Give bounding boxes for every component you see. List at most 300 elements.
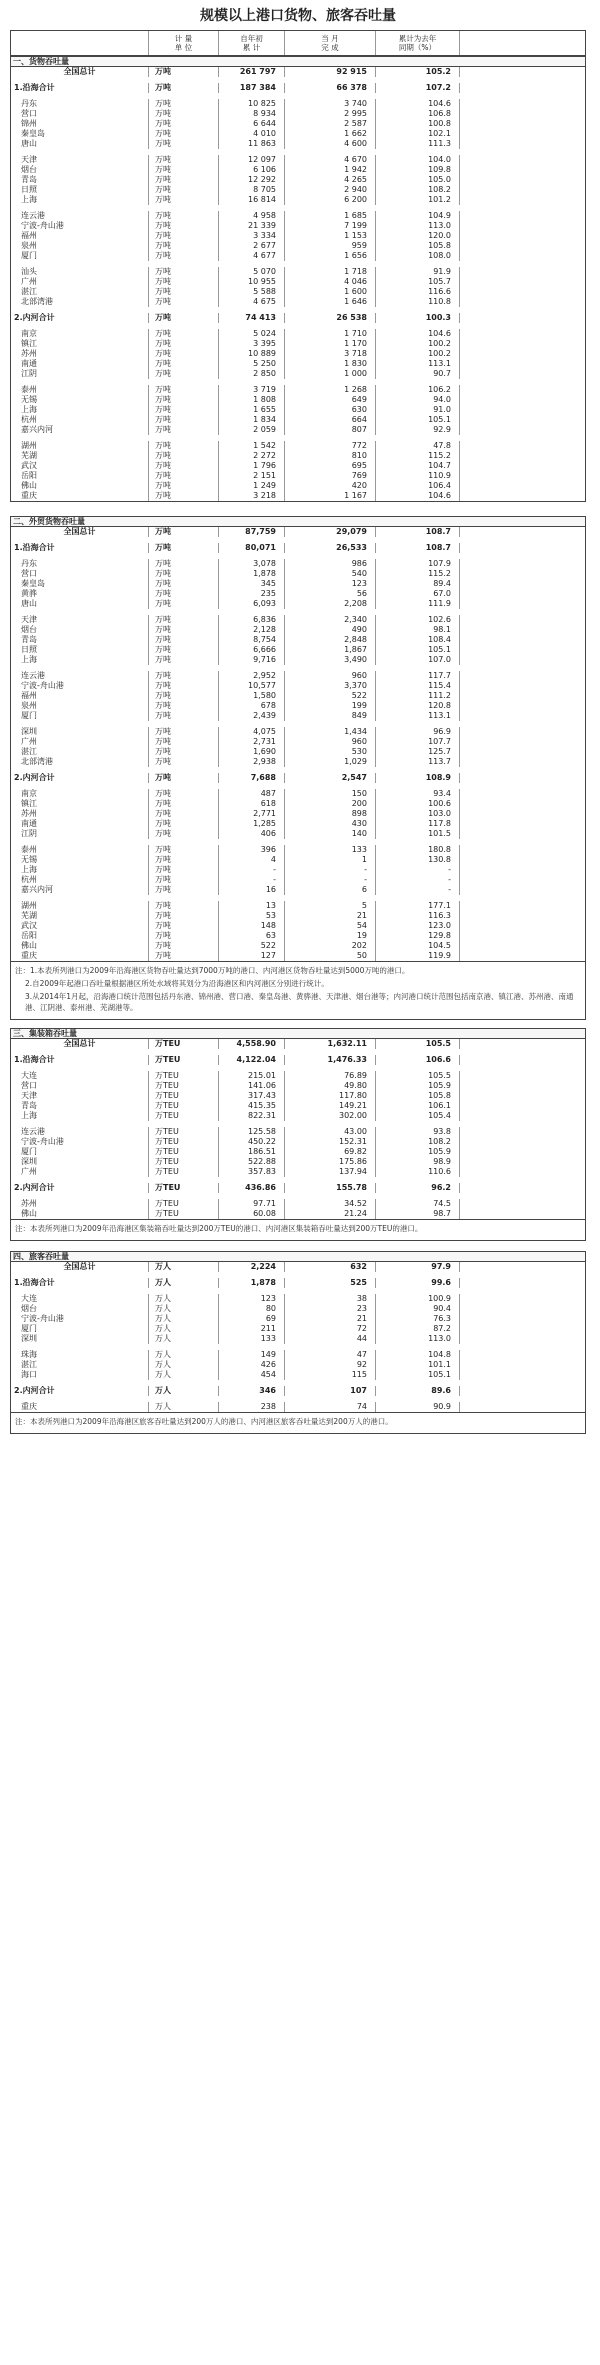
table-row [11, 491, 585, 501]
row-blank [460, 425, 585, 435]
row-blank [460, 329, 585, 339]
row-month: 898 [285, 809, 376, 819]
row-blank [460, 359, 585, 369]
row-unit: 万人 [149, 1314, 219, 1324]
row-blank [460, 911, 585, 921]
row-blank [460, 773, 585, 783]
table-row [11, 645, 585, 655]
row-month: 50 [285, 951, 376, 961]
row-month: 2 940 [285, 185, 376, 195]
row-month: 525 [285, 1278, 376, 1288]
row-name: 厦门 [11, 251, 149, 261]
row-ytd: 211 [219, 1324, 285, 1334]
row-blank [460, 1147, 585, 1157]
row-pct: 108.2 [376, 1137, 460, 1147]
row-unit: 万人 [149, 1350, 219, 1360]
row-ytd: 123 [219, 1294, 285, 1304]
row-blank [460, 1081, 585, 1091]
row-ytd: 436.86 [219, 1183, 285, 1193]
row-name: 秦皇岛 [11, 129, 149, 139]
row-pct: 100.8 [376, 119, 460, 129]
row-blank [460, 267, 585, 277]
row-ytd: 346 [219, 1386, 285, 1396]
row-unit: 万吨 [149, 359, 219, 369]
row-name: 芜湖 [11, 451, 149, 461]
table-row [11, 589, 585, 599]
row-name: 天津 [11, 155, 149, 165]
row-blank [460, 747, 585, 757]
row-blank [460, 625, 585, 635]
row-name: 厦门 [11, 1324, 149, 1334]
row-blank [460, 737, 585, 747]
row-pct: 129.8 [376, 931, 460, 941]
row-blank [460, 875, 585, 885]
footnote [10, 1412, 586, 1434]
row-month: 23 [285, 1304, 376, 1314]
row-ytd: 261 797 [219, 67, 285, 77]
row-pct: 47.8 [376, 441, 460, 451]
row-ytd: 127 [219, 951, 285, 961]
row-blank [460, 559, 585, 569]
row-blank [460, 1127, 585, 1137]
row-month: 2,848 [285, 635, 376, 645]
row-month: 3 740 [285, 99, 376, 109]
row-unit: 万吨 [149, 615, 219, 625]
row-pct: - [376, 875, 460, 885]
row-pct: 107.7 [376, 737, 460, 747]
row-pct: 108.7 [376, 527, 460, 537]
row-month: 960 [285, 671, 376, 681]
row-unit: 万TEU [149, 1071, 219, 1081]
row-pct: 111.2 [376, 691, 460, 701]
row-month: 6 [285, 885, 376, 895]
row-month: 2 995 [285, 109, 376, 119]
row-pct: 98.1 [376, 625, 460, 635]
row-ytd: 522 [219, 941, 285, 951]
row-name: 苏州 [11, 349, 149, 359]
row-name: 1.沿海合计 [11, 83, 149, 93]
row-name: 杭州 [11, 875, 149, 885]
row-pct: 120.8 [376, 701, 460, 711]
row-month: 2 587 [285, 119, 376, 129]
row-month: 155.78 [285, 1183, 376, 1193]
row-month: 4 670 [285, 155, 376, 165]
row-ytd: 2,128 [219, 625, 285, 635]
row-month: 152.31 [285, 1137, 376, 1147]
row-pct: 113.1 [376, 359, 460, 369]
row-month: 133 [285, 845, 376, 855]
row-name: 南京 [11, 329, 149, 339]
row-month: 810 [285, 451, 376, 461]
row-ytd: 9,716 [219, 655, 285, 665]
row-blank [460, 809, 585, 819]
row-blank [460, 681, 585, 691]
row-pct: 100.3 [376, 313, 460, 323]
row-unit: 万吨 [149, 385, 219, 395]
table-row [11, 921, 585, 931]
table-row [11, 1350, 585, 1360]
table-row [11, 175, 585, 185]
row-pct: 105.9 [376, 1081, 460, 1091]
row-pct: 104.0 [376, 155, 460, 165]
row-month: 2,340 [285, 615, 376, 625]
table-row [11, 1324, 585, 1334]
row-unit: 万吨 [149, 461, 219, 471]
row-month: 123 [285, 579, 376, 589]
row-blank [460, 1101, 585, 1111]
row-blank [460, 1039, 585, 1049]
row-month: 664 [285, 415, 376, 425]
row-unit: 万吨 [149, 773, 219, 783]
row-pct: 99.6 [376, 1278, 460, 1288]
row-blank [460, 885, 585, 895]
row-unit: 万吨 [149, 655, 219, 665]
row-name: 岳阳 [11, 931, 149, 941]
table-row [11, 635, 585, 645]
row-month: 1 685 [285, 211, 376, 221]
row-unit: 万人 [149, 1402, 219, 1412]
row-name: 湛江 [11, 747, 149, 757]
row-month: 21 [285, 911, 376, 921]
row-pct: 100.6 [376, 799, 460, 809]
row-ytd: 2 677 [219, 241, 285, 251]
row-month: 49.80 [285, 1081, 376, 1091]
row-ytd: 149 [219, 1350, 285, 1360]
row-blank [460, 655, 585, 665]
row-ytd: 406 [219, 829, 285, 839]
row-pct: 91.9 [376, 267, 460, 277]
table-row [11, 1111, 585, 1121]
row-month: 7 199 [285, 221, 376, 231]
row-name: 福州 [11, 691, 149, 701]
row-month: 74 [285, 1402, 376, 1412]
table-row [11, 339, 585, 349]
row-ytd: 8 934 [219, 109, 285, 119]
row-ytd: 4,122.04 [219, 1055, 285, 1065]
row-name: 连云港 [11, 1127, 149, 1137]
row-pct: 103.0 [376, 809, 460, 819]
row-month: 1 646 [285, 297, 376, 307]
row-name: 烟台 [11, 625, 149, 635]
row-name: 天津 [11, 615, 149, 625]
table-row [11, 1402, 585, 1412]
table-row [11, 757, 585, 767]
row-unit: 万吨 [149, 119, 219, 129]
row-unit: 万吨 [149, 885, 219, 895]
row-blank [460, 711, 585, 721]
row-blank [460, 599, 585, 609]
row-unit: 万TEU [149, 1039, 219, 1049]
row-ytd: 11 863 [219, 139, 285, 149]
row-name: 苏州 [11, 1199, 149, 1209]
row-name: 宁波-舟山港 [11, 221, 149, 231]
row-name: 上海 [11, 1111, 149, 1121]
row-blank [460, 757, 585, 767]
row-unit: 万吨 [149, 451, 219, 461]
row-pct: 90.9 [376, 1402, 460, 1412]
row-ytd: 60.08 [219, 1209, 285, 1219]
row-pct: 89.4 [376, 579, 460, 589]
row-name: 营口 [11, 109, 149, 119]
row-ytd: 317.43 [219, 1091, 285, 1101]
row-ytd: - [219, 865, 285, 875]
row-unit: 万吨 [149, 441, 219, 451]
row-month: 115 [285, 1370, 376, 1380]
row-name: 佛山 [11, 1209, 149, 1219]
row-blank [460, 941, 585, 951]
row-month: 19 [285, 931, 376, 941]
row-name: 日照 [11, 645, 149, 655]
row-ytd: 4 958 [219, 211, 285, 221]
row-ytd: 1 655 [219, 405, 285, 415]
row-pct: 105.1 [376, 645, 460, 655]
row-blank [460, 99, 585, 109]
row-name: 厦门 [11, 711, 149, 721]
footnote [10, 961, 586, 1020]
table-row [11, 1147, 585, 1157]
row-unit: 万吨 [149, 221, 219, 231]
table-row [11, 277, 585, 287]
row-month: 1 718 [285, 267, 376, 277]
row-pct: 110.9 [376, 471, 460, 481]
row-month: 1 [285, 855, 376, 865]
row-pct: 106.4 [376, 481, 460, 491]
row-name: 佛山 [11, 941, 149, 951]
section [10, 56, 586, 502]
row-name: 北部湾港 [11, 297, 149, 307]
row-pct: 113.7 [376, 757, 460, 767]
row-pct: 117.8 [376, 819, 460, 829]
row-ytd: 148 [219, 921, 285, 931]
row-pct: 104.6 [376, 99, 460, 109]
row-pct: 102.1 [376, 129, 460, 139]
row-name: 上海 [11, 655, 149, 665]
row-month: 420 [285, 481, 376, 491]
row-name: 芜湖 [11, 911, 149, 921]
row-month: 632 [285, 1262, 376, 1272]
table-row [11, 471, 585, 481]
row-ytd: 235 [219, 589, 285, 599]
row-name: 北部湾港 [11, 757, 149, 767]
row-unit: 万吨 [149, 625, 219, 635]
row-pct: 100.2 [376, 339, 460, 349]
table-row [11, 559, 585, 569]
table-row [11, 405, 585, 415]
row-pct: 96.2 [376, 1183, 460, 1193]
row-pct: 115.2 [376, 569, 460, 579]
row-name: 南京 [11, 789, 149, 799]
row-blank [460, 175, 585, 185]
row-unit: 万吨 [149, 579, 219, 589]
row-ytd: 4 677 [219, 251, 285, 261]
row-unit: 万TEU [149, 1101, 219, 1111]
table-row [11, 951, 585, 961]
row-blank [460, 415, 585, 425]
row-ytd: 2,439 [219, 711, 285, 721]
row-unit: 万吨 [149, 865, 219, 875]
row-month: 2,208 [285, 599, 376, 609]
table-row [11, 911, 585, 921]
row-name: 1.沿海合计 [11, 1278, 149, 1288]
header-name [11, 31, 149, 55]
table-row [11, 83, 585, 93]
table-row [11, 747, 585, 757]
table-row [11, 1334, 585, 1344]
row-ytd: 522.88 [219, 1157, 285, 1167]
row-ytd: 6 644 [219, 119, 285, 129]
row-ytd: 2 850 [219, 369, 285, 379]
row-month: 6 200 [285, 195, 376, 205]
row-unit: 万吨 [149, 339, 219, 349]
footnote-line: 注：1.本表所列港口为2009年沿海港区货物吞吐量达到7000万吨的港口、内河港区货物吞吐量达到5000万吨的港口。 [15, 966, 410, 975]
row-name: 无锡 [11, 855, 149, 865]
row-name: 无锡 [11, 395, 149, 405]
row-blank [460, 789, 585, 799]
row-pct: 94.0 [376, 395, 460, 405]
row-ytd: 2,938 [219, 757, 285, 767]
row-name: 全国总计 [11, 527, 149, 537]
row-blank [460, 1370, 585, 1380]
row-pct: 106.2 [376, 385, 460, 395]
table-row [11, 287, 585, 297]
row-name: 海口 [11, 1370, 149, 1380]
table-row [11, 579, 585, 589]
section [10, 1251, 586, 1412]
row-name: 苏州 [11, 809, 149, 819]
row-unit: 万吨 [149, 425, 219, 435]
row-pct: 117.7 [376, 671, 460, 681]
row-ytd: 2,224 [219, 1262, 285, 1272]
row-unit: 万人 [149, 1360, 219, 1370]
table-body [10, 56, 586, 1434]
row-name: 南通 [11, 359, 149, 369]
row-pct: 180.8 [376, 845, 460, 855]
table-row [11, 773, 585, 783]
row-name: 丹东 [11, 559, 149, 569]
row-name: 泉州 [11, 701, 149, 711]
row-blank [460, 1350, 585, 1360]
row-blank [460, 1262, 585, 1272]
row-blank [460, 185, 585, 195]
row-name: 广州 [11, 277, 149, 287]
row-pct: 98.9 [376, 1157, 460, 1167]
row-blank [460, 1386, 585, 1396]
footnote [10, 1219, 586, 1241]
row-blank [460, 1183, 585, 1193]
row-name: 佛山 [11, 481, 149, 491]
table-row [11, 119, 585, 129]
row-unit: 万吨 [149, 241, 219, 251]
row-pct: 105.1 [376, 1370, 460, 1380]
row-month: 43.00 [285, 1127, 376, 1137]
row-month: 5 [285, 901, 376, 911]
row-month: 769 [285, 471, 376, 481]
row-blank [460, 129, 585, 139]
row-ytd: 10,577 [219, 681, 285, 691]
row-unit: 万TEU [149, 1091, 219, 1101]
row-ytd: 6,836 [219, 615, 285, 625]
table-row [11, 451, 585, 461]
row-unit: 万吨 [149, 349, 219, 359]
row-unit: 万吨 [149, 231, 219, 241]
table-row [11, 99, 585, 109]
row-ytd: 426 [219, 1360, 285, 1370]
row-month: 92 [285, 1360, 376, 1370]
row-name: 湖州 [11, 901, 149, 911]
row-name: 嘉兴内河 [11, 425, 149, 435]
row-name: 2.内河合计 [11, 313, 149, 323]
row-pct: 125.7 [376, 747, 460, 757]
row-ytd: 53 [219, 911, 285, 921]
row-ytd: 125.58 [219, 1127, 285, 1137]
footnote-line: 3.从2014年1月起，沿海港口统计范围包括丹东港、锦州港、营口港、秦皇岛港、黄骅港、天津港、烟台港等；内河港口统计范围包括南京港、镇江港、苏州港、南通港、江阴港、泰州港、芜湖港等。 [25, 992, 574, 1012]
row-blank [460, 845, 585, 855]
row-name: 湛江 [11, 287, 149, 297]
row-month: 960 [285, 737, 376, 747]
row-unit: 万吨 [149, 747, 219, 757]
row-pct: - [376, 865, 460, 875]
table-row [11, 1183, 585, 1193]
row-name: 全国总计 [11, 1262, 149, 1272]
row-month: 1 656 [285, 251, 376, 261]
row-unit: 万吨 [149, 67, 219, 77]
row-name: 嘉兴内河 [11, 885, 149, 895]
table-row [11, 809, 585, 819]
row-month: 149.21 [285, 1101, 376, 1111]
row-month: 38 [285, 1294, 376, 1304]
table-row [11, 415, 585, 425]
row-name: 丹东 [11, 99, 149, 109]
row-month: 1 268 [285, 385, 376, 395]
row-month: 1,632.11 [285, 1039, 376, 1049]
row-ytd: 454 [219, 1370, 285, 1380]
row-unit: 万TEU [149, 1111, 219, 1121]
row-unit: 万吨 [149, 671, 219, 681]
row-pct: 115.4 [376, 681, 460, 691]
table-row [11, 885, 585, 895]
row-name: 2.内河合计 [11, 773, 149, 783]
row-unit: 万吨 [149, 175, 219, 185]
row-pct: 108.2 [376, 185, 460, 195]
row-unit: 万人 [149, 1334, 219, 1344]
row-unit: 万吨 [149, 527, 219, 537]
row-month: 202 [285, 941, 376, 951]
row-unit: 万吨 [149, 855, 219, 865]
row-ytd: 133 [219, 1334, 285, 1344]
header-month: 当 月 完 成 [285, 31, 376, 55]
row-ytd: 238 [219, 1402, 285, 1412]
table-row [11, 599, 585, 609]
row-month: 695 [285, 461, 376, 471]
row-pct: 92.9 [376, 425, 460, 435]
row-month: 3 718 [285, 349, 376, 359]
row-blank [460, 287, 585, 297]
row-name: 重庆 [11, 951, 149, 961]
row-month: 630 [285, 405, 376, 415]
table-row [11, 727, 585, 737]
row-unit: 万吨 [149, 395, 219, 405]
header-pct: 累计为去年 同期（%） [376, 31, 460, 55]
row-name: 上海 [11, 195, 149, 205]
table-row [11, 369, 585, 379]
table-row [11, 1294, 585, 1304]
row-name: 福州 [11, 231, 149, 241]
row-blank [460, 1167, 585, 1177]
row-unit: 万吨 [149, 911, 219, 921]
row-pct: 97.9 [376, 1262, 460, 1272]
row-blank [460, 589, 585, 599]
row-blank [460, 211, 585, 221]
